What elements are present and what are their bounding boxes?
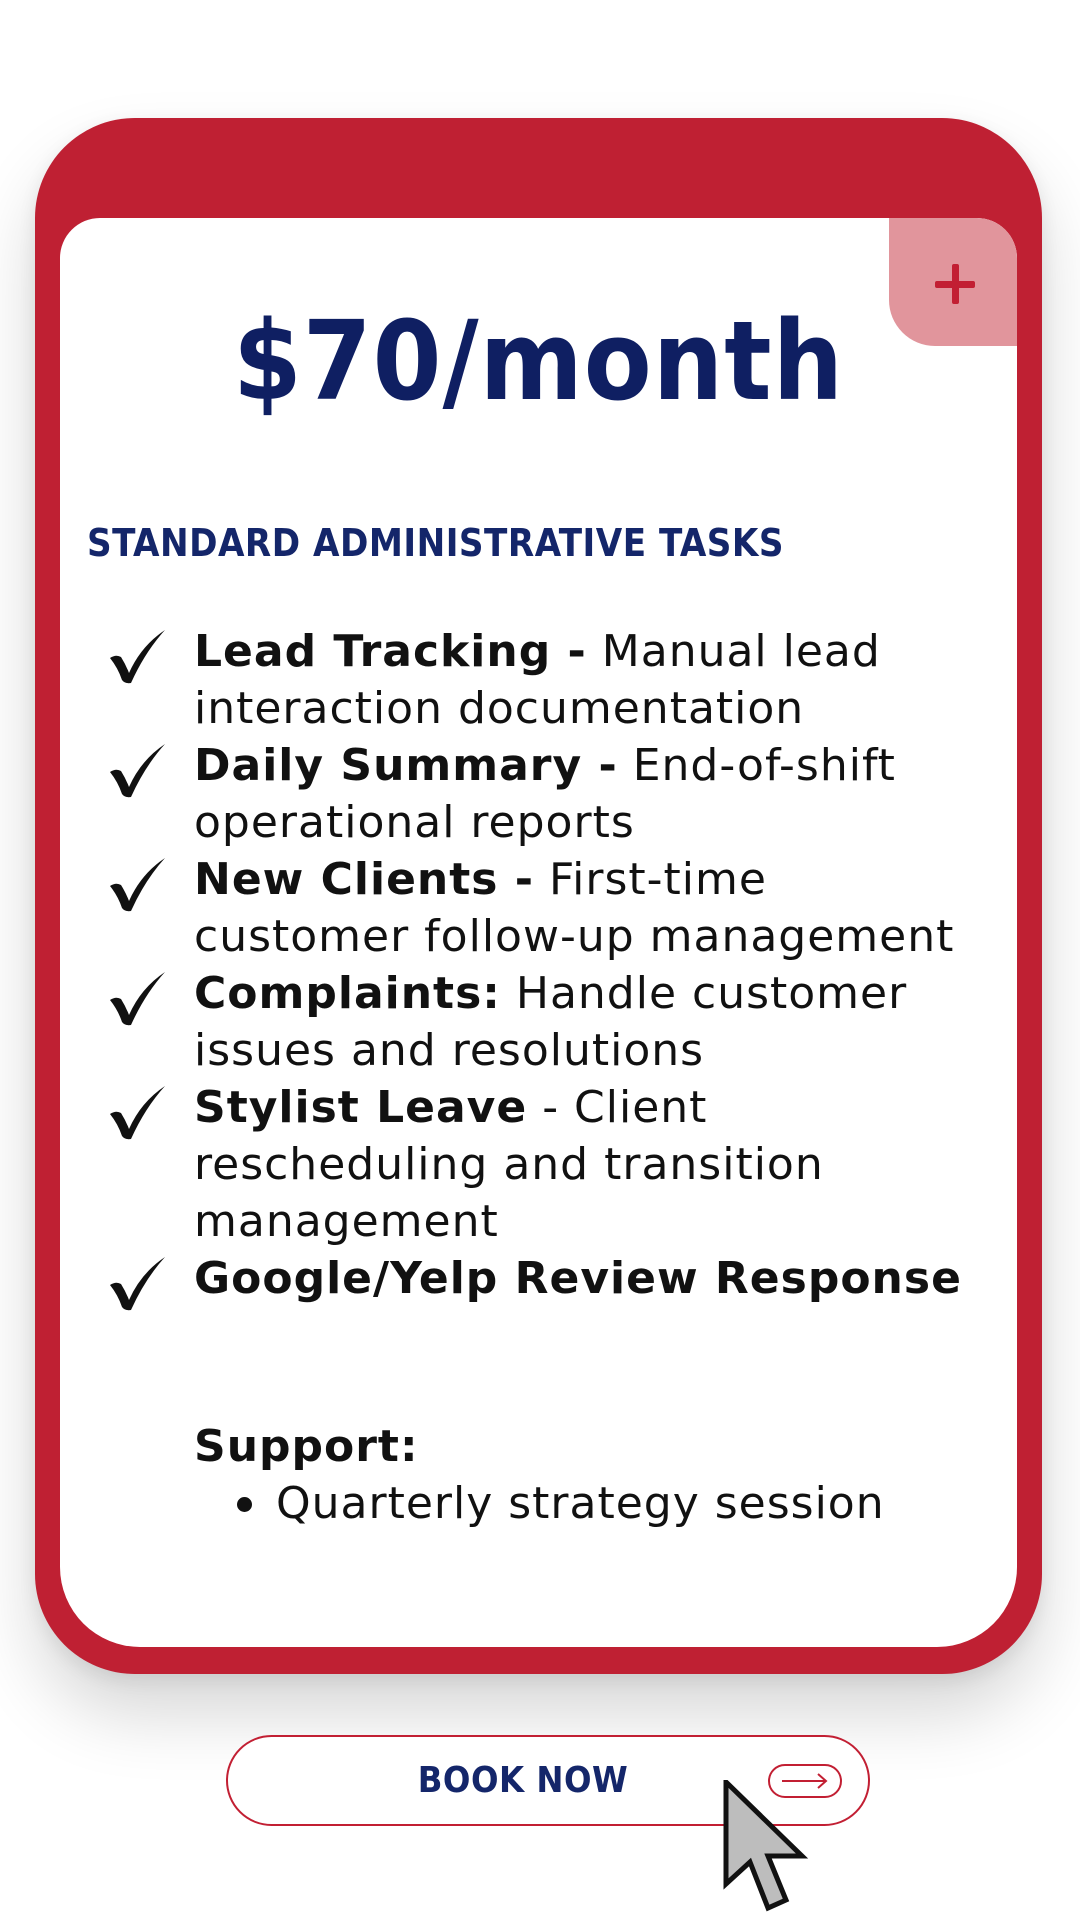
feature-description: End-of-shift operational reports [194,740,896,848]
feature-description: Handle customer issues and resolutions [194,968,908,1076]
checkmark-icon [107,1253,167,1313]
feature-title: Complaints: [194,968,501,1019]
feature-item [60,623,1017,737]
feature-item [60,851,1017,965]
support-item [194,1475,885,1532]
feature-description: - Client rescheduling and transition management [194,1082,824,1247]
feature-list [60,623,1017,1307]
support-item-label: Quarterly strategy session [276,1478,885,1529]
feature-title: Daily Summary - [194,740,618,791]
feature-title: Lead Tracking - [194,626,587,677]
feature-item [60,1079,1017,1250]
feature-description: First-time customer follow-up management [194,854,955,962]
checkmark-icon [107,854,167,914]
feature-description: Manual lead interaction documentation [194,626,881,734]
checkmark-icon [107,1082,167,1142]
pricing-card-body [60,218,1017,1647]
bullet-icon [237,1497,252,1512]
feature-title: New Clients - [194,854,535,905]
book-now-label: BOOK NOW [417,1760,629,1801]
pricing-card [35,118,1042,1674]
checkmark-icon [107,740,167,800]
feature-item [60,737,1017,851]
price-label: $70/month [232,297,845,425]
checkmark-icon [107,968,167,1028]
plan-section-title: STANDARD ADMINISTRATIVE TASKS [87,521,785,565]
feature-title: Stylist Leave [194,1082,528,1133]
support-list [194,1475,885,1532]
mouse-cursor-icon [722,1780,812,1920]
support-section [194,1418,885,1532]
feature-item [60,965,1017,1079]
feature-item [60,1250,1017,1307]
feature-title: Google/Yelp Review Response [194,1253,962,1304]
support-title: Support: [194,1421,419,1472]
checkmark-icon [107,626,167,686]
